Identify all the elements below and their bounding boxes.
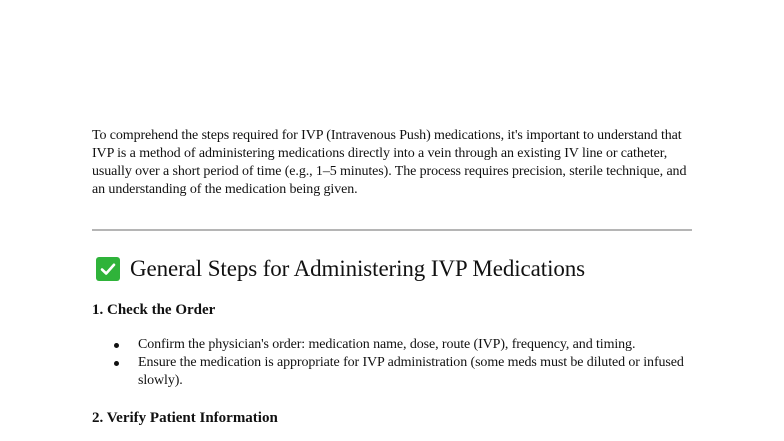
document-body xyxy=(92,127,692,427)
list-item xyxy=(92,354,692,390)
bullet-icon xyxy=(114,361,119,366)
list-item-text: Ensure the medication is appropriate for IVP administration (some meds must be diluted or infused slowly). xyxy=(138,355,684,388)
bullet-icon xyxy=(114,343,119,348)
section-title: General Steps for Administering IVP Medications xyxy=(130,256,586,281)
step-2-title: 2. Verify Patient Information xyxy=(92,410,278,426)
section-divider xyxy=(92,229,692,231)
list-item xyxy=(92,336,692,354)
check-mark-button-icon xyxy=(96,257,120,281)
list-item-text: Confirm the physician's order: medication name, dose, route (IVP), frequency, and timing. xyxy=(138,337,636,352)
section-heading xyxy=(92,254,692,284)
step-1-title: 1. Check the Order xyxy=(92,302,216,318)
intro-paragraph: To comprehend the steps required for IVP (Intravenous Push) medications, it's important to understand that IVP is a method of administering medications directly into a vein through an existing IV line or catheter, usually over a short period of time (e.g., 1–5 minutes). The process requires precision, sterile technique, and an understanding of the medication being given. xyxy=(92,128,687,197)
step-1-bullet-list xyxy=(92,336,692,390)
